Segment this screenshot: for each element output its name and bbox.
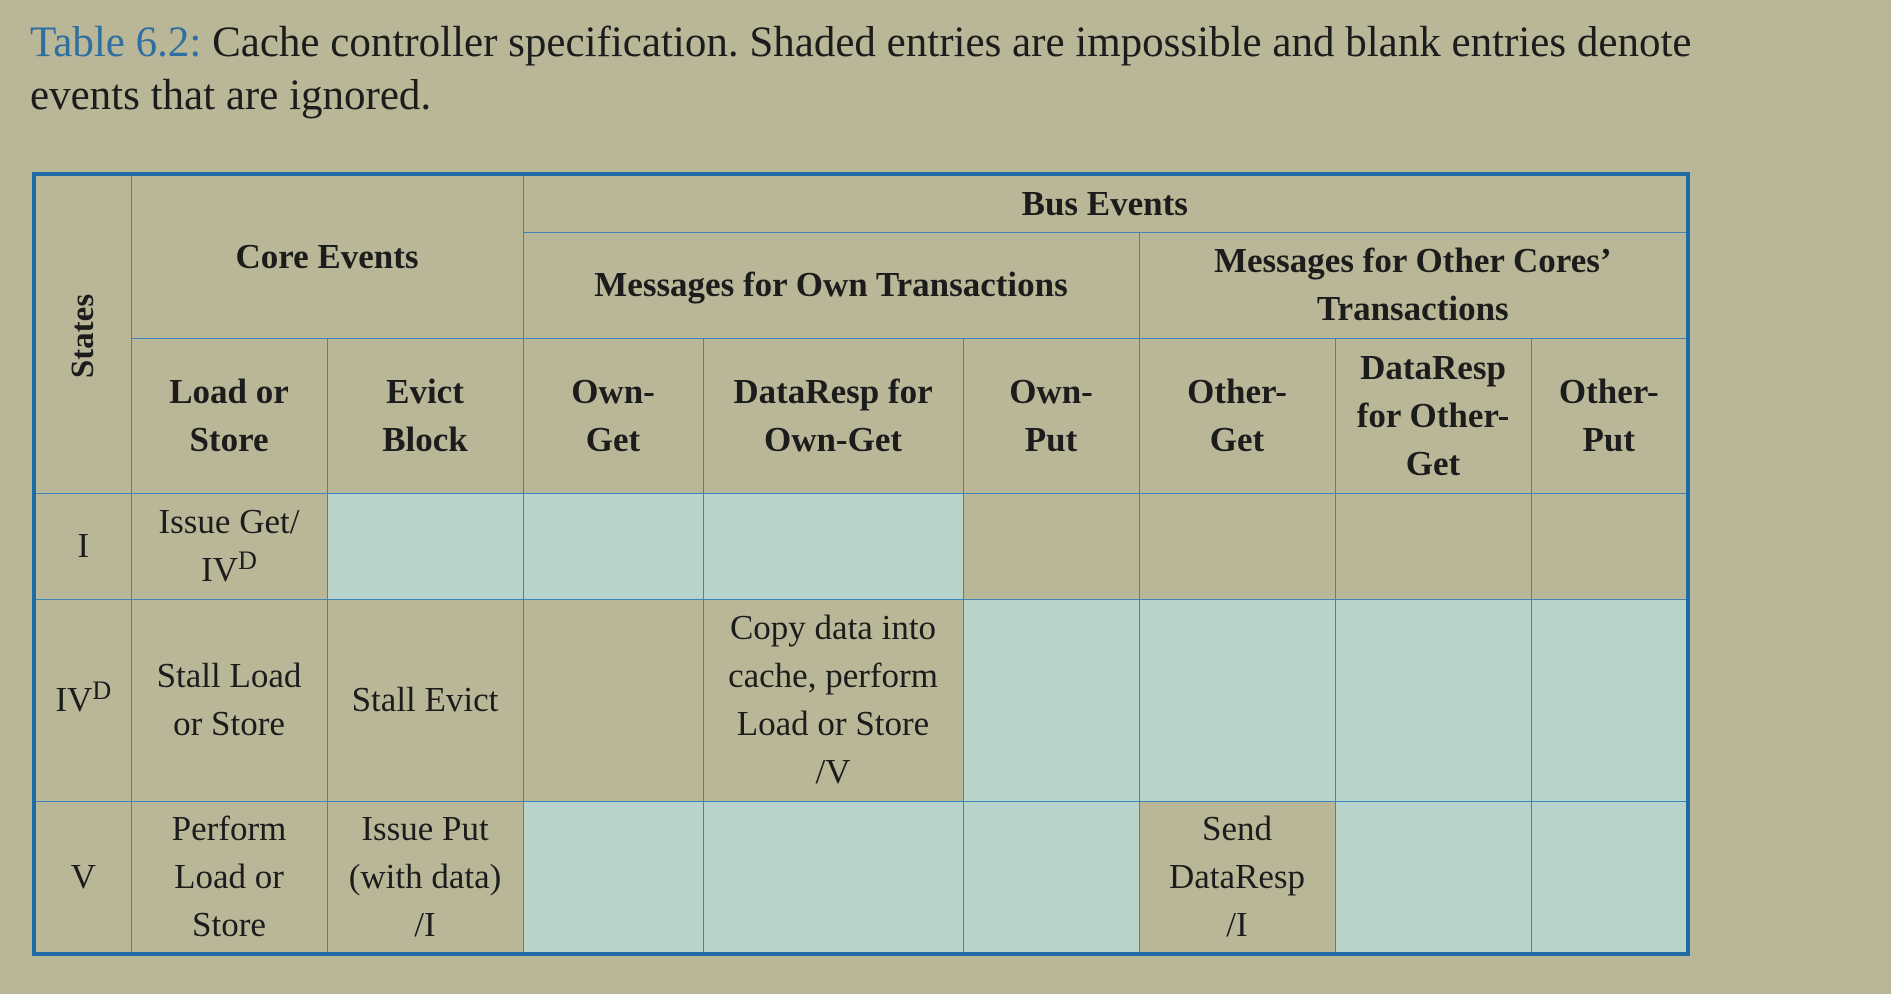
caption-label: Table 6.2: (30, 19, 202, 66)
cell-text: (with data) (348, 856, 502, 896)
cell-text: or Store (173, 704, 285, 743)
bus-events-header: Bus Events (523, 174, 1688, 232)
col-text: Evict (386, 371, 464, 411)
table-caption (30, 16, 1750, 122)
col-text: Own- (1009, 371, 1093, 411)
state-text: IV (55, 680, 93, 719)
state-i: I (34, 493, 131, 599)
cell-text: Load or (174, 856, 284, 896)
cell-i-other-get (1139, 493, 1335, 599)
cell-text: Issue Put (361, 808, 489, 848)
state-ivd (34, 599, 131, 801)
other-transactions-line2: Transactions (1316, 289, 1509, 328)
col-evict-block (327, 338, 523, 493)
cell-v-dataresp-other (1335, 801, 1531, 954)
col-dataresp-other-get (1335, 338, 1531, 493)
col-text: Get (1405, 443, 1461, 483)
cell-i-dataresp-other (1335, 493, 1531, 599)
col-text: Get (1209, 419, 1265, 459)
cell-ivd-own-put (963, 599, 1139, 801)
cell-superscript: D (238, 546, 257, 575)
table-row (34, 801, 1688, 954)
cache-controller-table (32, 172, 1690, 956)
cell-text: Load or Store (736, 704, 930, 743)
cell-text: cache, perform (728, 656, 938, 695)
cell-ivd-load-store (131, 599, 327, 801)
caption-text: Cache controller specification. Shaded entries are impossible and blank entries denote events that are ignored. (30, 19, 1692, 119)
cell-text: /I (414, 904, 436, 944)
cell-i-load-store (131, 493, 327, 599)
cell-v-other-put (1531, 801, 1688, 954)
state-v: V (34, 801, 131, 954)
cell-i-own-put (963, 493, 1139, 599)
cell-text: Perform (171, 808, 287, 848)
cell-i-dataresp-own (703, 493, 963, 599)
cell-text: Stall Load (156, 656, 302, 695)
cell-v-load-store (131, 801, 327, 954)
cell-v-evict (327, 801, 523, 954)
table-row (34, 599, 1688, 801)
states-header: States (65, 293, 102, 379)
col-text: Own-Get (763, 419, 903, 459)
cell-v-dataresp-own (703, 801, 963, 954)
col-text: for Other- (1356, 395, 1510, 435)
cell-text: DataResp (1168, 856, 1306, 896)
other-transactions-line1: Messages for Other Cores’ (1213, 241, 1612, 280)
cell-text: Send (1202, 808, 1272, 848)
col-other-put (1531, 338, 1688, 493)
cell-ivd-dataresp-own (703, 599, 963, 801)
col-text: DataResp for (733, 371, 933, 411)
col-text: Load or (169, 371, 289, 411)
core-events-header: Core Events (131, 174, 523, 338)
cell-ivd-other-get (1139, 599, 1335, 801)
col-text: Own- (571, 371, 655, 411)
own-transactions-header: Messages for Own Transactions (523, 232, 1139, 338)
cell-text: Store (192, 904, 266, 944)
col-text: Other- (1558, 371, 1659, 411)
col-load-or-store (131, 338, 327, 493)
col-text: Block (382, 419, 468, 459)
col-dataresp-own-get (703, 338, 963, 493)
col-text: Put (1024, 419, 1078, 459)
cell-i-own-get (523, 493, 703, 599)
state-superscript: D (92, 676, 112, 705)
cell-ivd-other-put (1531, 599, 1688, 801)
cell-text: IV (201, 550, 239, 589)
col-text: Store (189, 419, 269, 459)
cell-i-evict (327, 493, 523, 599)
cell-i-other-put (1531, 493, 1688, 599)
cell-text: /I (1226, 904, 1248, 944)
cell-v-other-get (1139, 801, 1335, 954)
col-text: Other- (1187, 371, 1287, 411)
cell-v-own-put (963, 801, 1139, 954)
states-header-cell (34, 174, 131, 493)
col-text: DataResp (1360, 347, 1506, 387)
col-other-get (1139, 338, 1335, 493)
cell-v-own-get (523, 801, 703, 954)
cell-ivd-evict: Stall Evict (327, 599, 523, 801)
cell-text: /V (815, 752, 851, 791)
cell-ivd-own-get (523, 599, 703, 801)
table-row (34, 493, 1688, 599)
cell-text: Copy data into (729, 608, 937, 647)
col-text: Get (585, 419, 641, 459)
col-text: Put (1582, 419, 1635, 459)
cell-ivd-dataresp-other (1335, 599, 1531, 801)
cell-text: Issue Get/ (158, 502, 300, 541)
col-own-put (963, 338, 1139, 493)
other-transactions-header (1139, 232, 1688, 338)
col-own-get (523, 338, 703, 493)
